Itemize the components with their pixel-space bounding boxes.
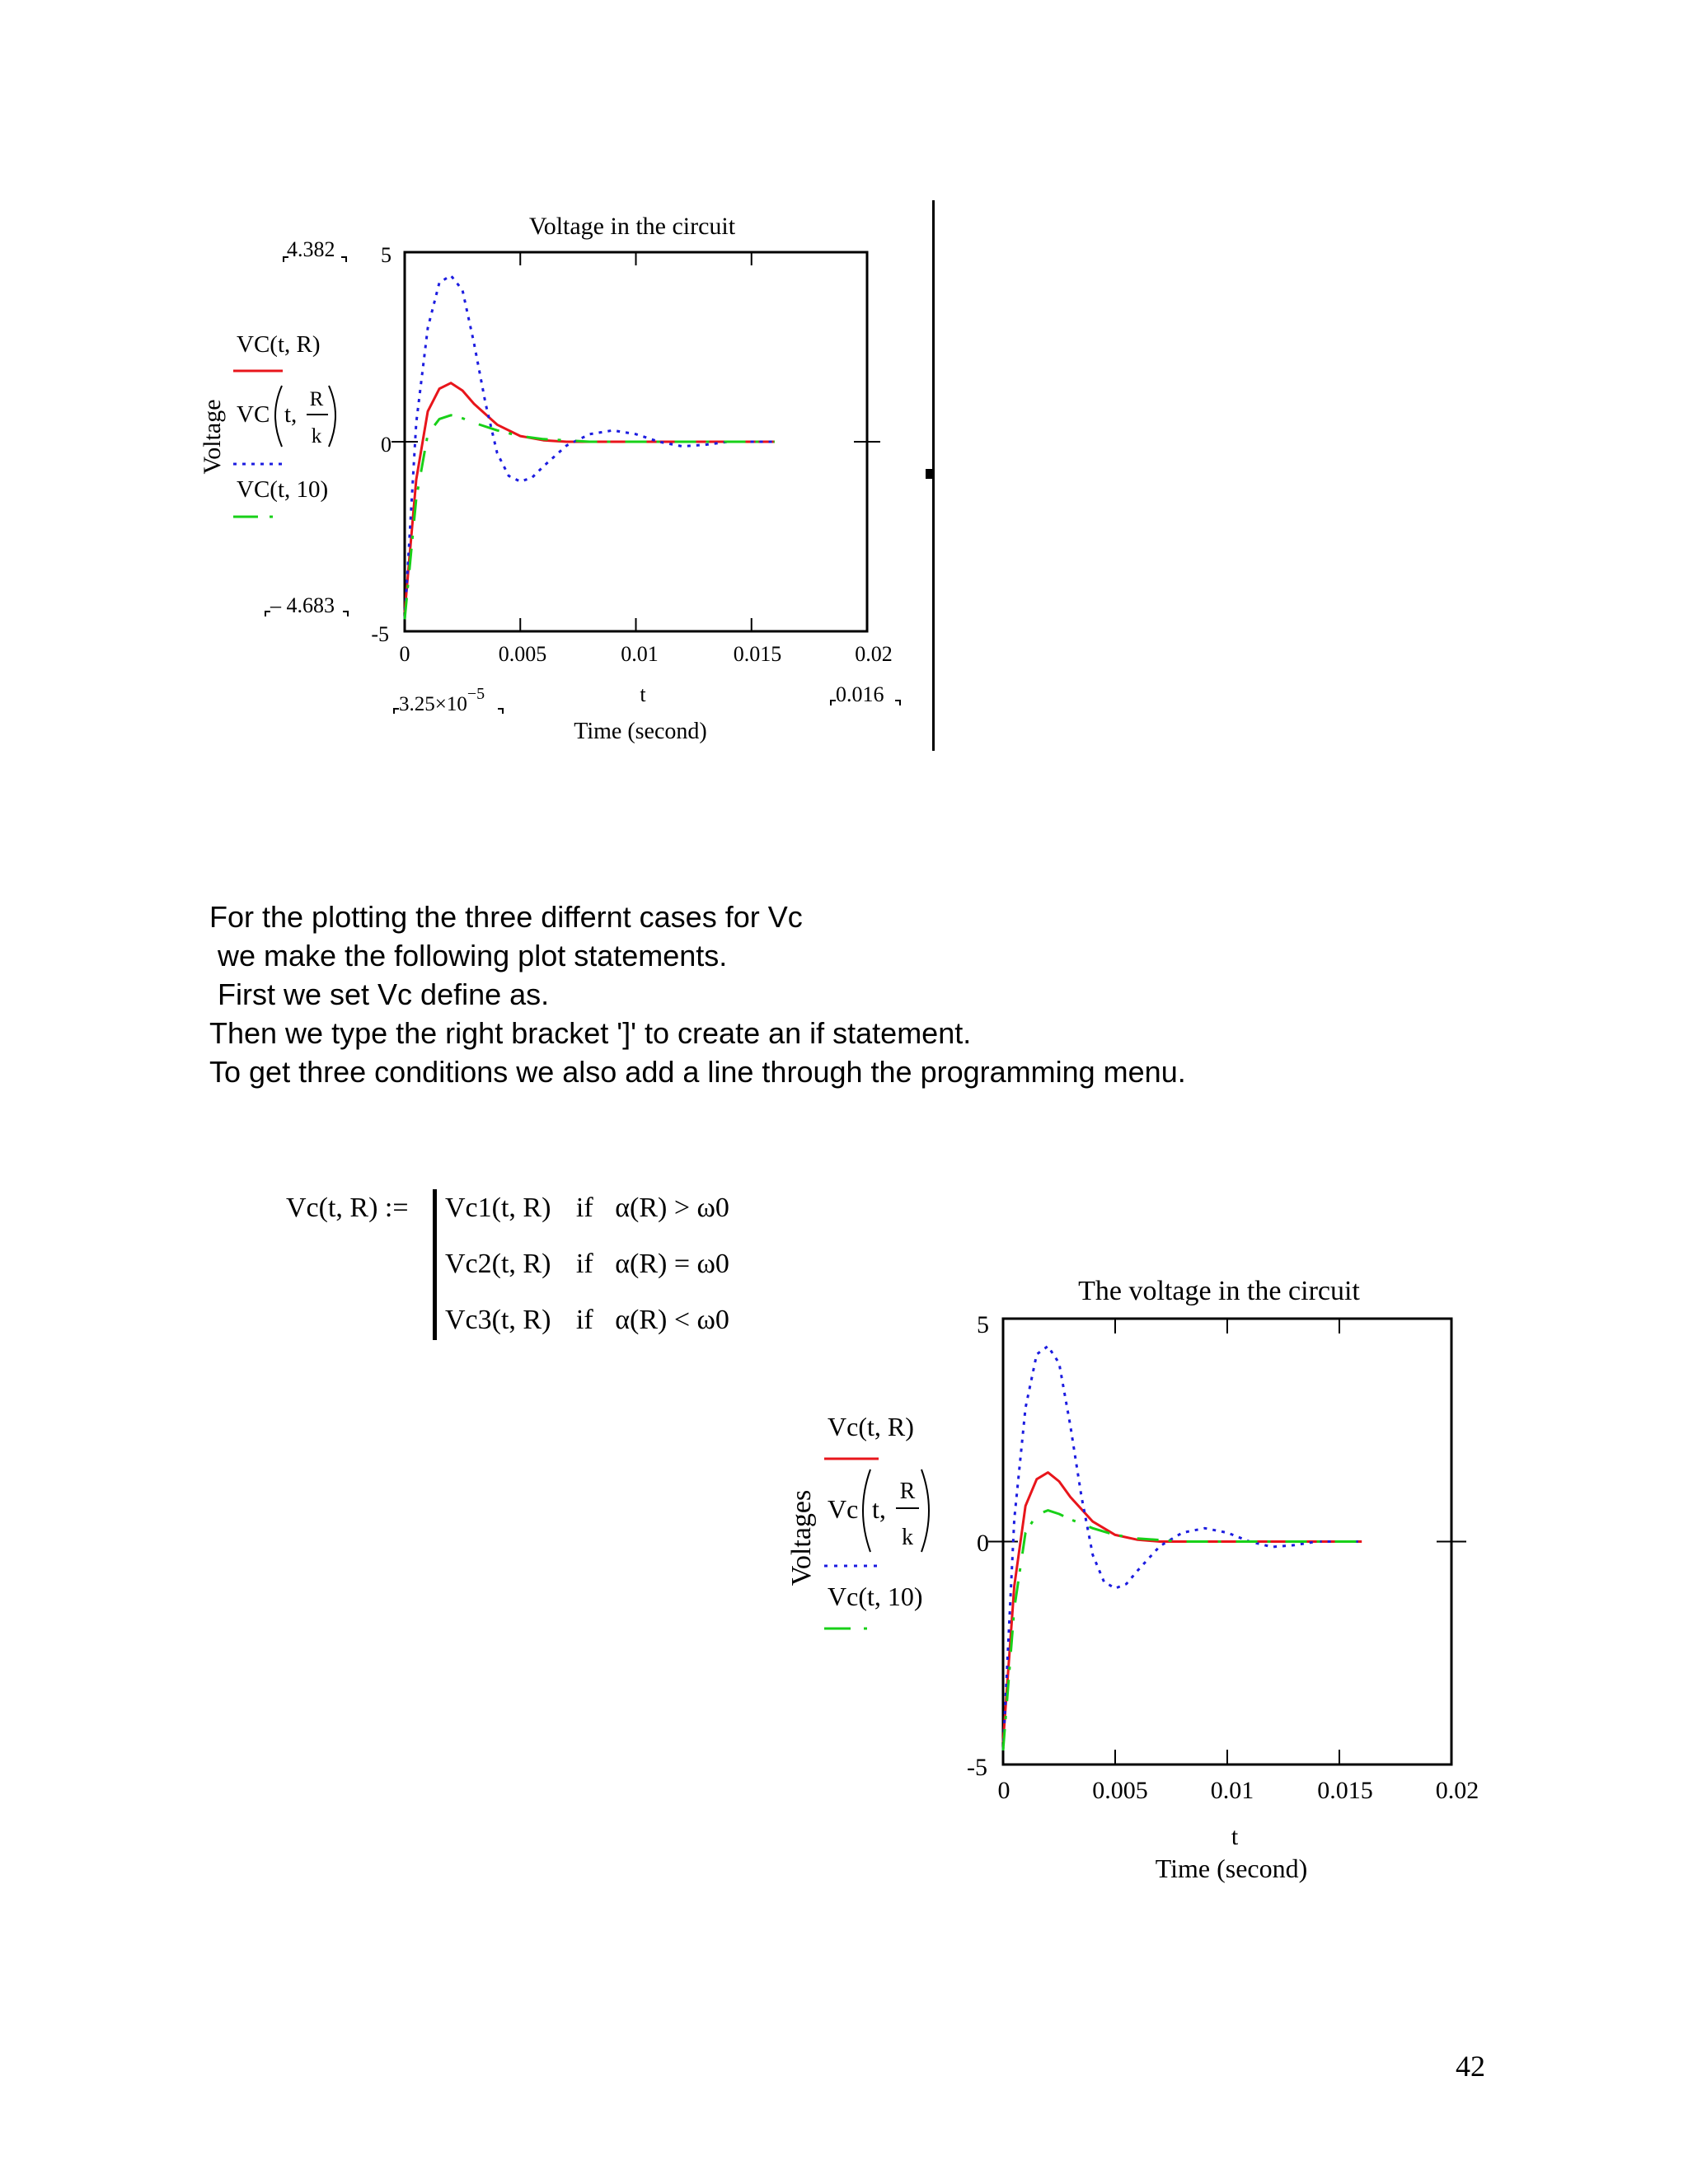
row-3-expr: Vc3(t, R): [445, 1305, 551, 1335]
chart-1-range-xmin-base: 3.25×10: [399, 693, 467, 715]
chart-2-series-lines: [1003, 1346, 1362, 1750]
chart-1-x-variable: t: [640, 682, 646, 706]
chart-2-legend-label-2: [828, 1469, 929, 1552]
chart-1-legend-frac-den: k: [311, 425, 322, 448]
chart-2-legend-frac-den: k: [902, 1525, 913, 1550]
chart-1-range-ymin: – 4.683: [270, 593, 335, 617]
definition-lhs: Vc(t, R) :=: [286, 1193, 409, 1223]
row-1-condition: α(R) > ω0: [615, 1193, 729, 1223]
chart-1-ytick-neg5: -5: [371, 622, 389, 646]
chart-2-legend-label-2-main: Vc: [828, 1494, 859, 1524]
chart-2-legend-label-1: Vc(t, R): [828, 1412, 914, 1441]
row-1-expr: Vc1(t, R): [445, 1193, 551, 1223]
chart-2-legend-label-2-arg: t,: [872, 1494, 886, 1524]
chart-1-legend-label-3: VC(t, 10): [237, 476, 329, 503]
row-1-keyword: if: [575, 1193, 593, 1223]
chart-2-xlabel: Time (second): [1155, 1854, 1308, 1883]
chart-1-xtick-0: 0: [399, 642, 410, 666]
chart-1-legend-label-1: VC(t, R): [237, 331, 321, 358]
row-2-expr: Vc2(t, R): [445, 1249, 551, 1279]
chart-2-legend-paren-right: [921, 1469, 929, 1552]
chart-1-range-xmax: 0.016: [836, 682, 884, 706]
chart-2-xtick-0015: 0.015: [1317, 1777, 1373, 1804]
paragraph-line-1: For the plotting the three differnt cases for Vc: [209, 900, 803, 934]
chart-1-ytick-0: 0: [381, 433, 392, 457]
chart-2-xtick-0005: 0.005: [1092, 1777, 1148, 1804]
chart-2-x-variable: t: [1231, 1823, 1239, 1850]
page-number: 42: [1456, 2050, 1485, 2083]
chart-1-legend-label-2-arg: t,: [284, 401, 298, 428]
chart-2-legend-frac-num: R: [899, 1479, 916, 1504]
chart-2-ytick-neg5: -5: [967, 1754, 987, 1781]
chart-1-xtick-0015: 0.015: [733, 642, 782, 666]
chart-2-xtick-0: 0: [997, 1777, 1010, 1804]
chart-1-ytick-5: 5: [381, 243, 392, 267]
chart-1-xtick-001: 0.01: [621, 642, 659, 666]
chart-2-xtick-002: 0.02: [1435, 1777, 1479, 1804]
chart-2-legend-label-3: Vc(t, 10): [828, 1582, 923, 1611]
chart-1-range-xmin-exp: −5: [467, 685, 485, 703]
paragraph-line-5: To get three conditions we also add a line through the programming menu.: [209, 1055, 1186, 1089]
chart-2-ytick-0: 0: [977, 1530, 989, 1557]
chart-2-series-dashed-line: [1003, 1511, 1362, 1750]
chart-2-title: The voltage in the circuit: [1078, 1276, 1360, 1306]
chart-1-ylabel: Voltage: [199, 399, 226, 475]
chart-1-xtick-0005: 0.005: [498, 642, 547, 666]
chart-1-legend-frac-num: R: [309, 388, 324, 410]
row-2-keyword: if: [575, 1249, 593, 1279]
row-3-condition: α(R) < ω0: [615, 1305, 729, 1335]
chart-2-ytick-5: 5: [977, 1311, 989, 1338]
row-3-keyword: if: [575, 1305, 593, 1335]
chart-2-xtick-001: 0.01: [1210, 1777, 1254, 1804]
chart-1-range-ymax: 4.382: [287, 237, 335, 261]
paragraph-line-3: First we set Vc define as.: [209, 977, 550, 1011]
chart-1-legend-label-2-main: VC: [237, 401, 270, 428]
paragraph-line-4: Then we type the right bracket ']' to create an if statement.: [209, 1016, 972, 1050]
chart-1-xtick-002: 0.02: [855, 642, 893, 666]
chart-2-series-dotted-line: [1003, 1346, 1362, 1750]
chart-2-ylabel: Voltages: [786, 1489, 817, 1586]
row-2-condition: α(R) = ω0: [615, 1249, 729, 1279]
chart-1-title: Voltage in the circuit: [528, 213, 736, 240]
paragraph-line-2: we make the following plot statements.: [209, 939, 728, 972]
chart-1-xlabel: Time (second): [574, 719, 707, 744]
chart-2-legend-paren-left: [863, 1469, 870, 1552]
